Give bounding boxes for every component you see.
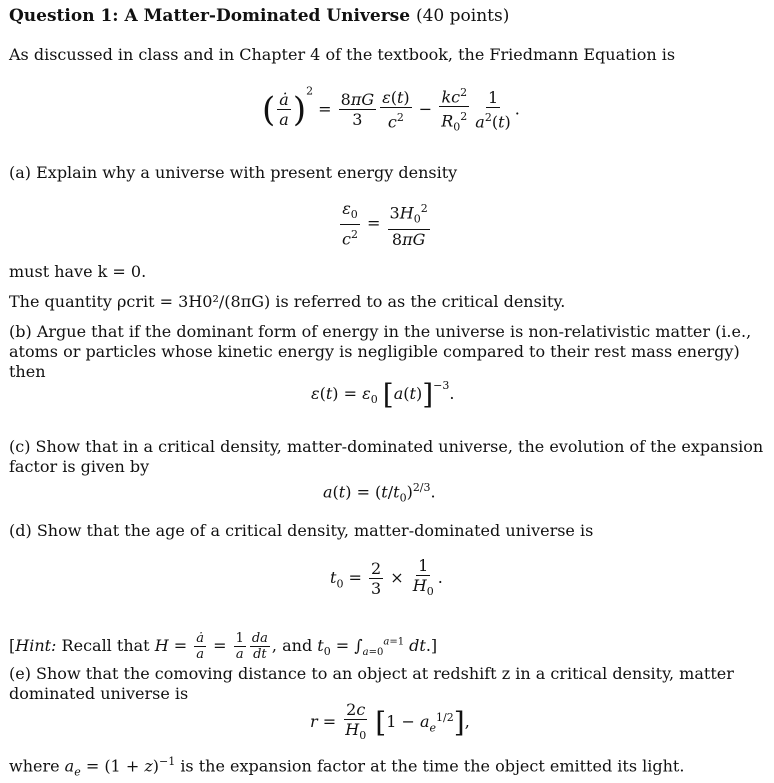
hint-text: Recall that: [61, 636, 150, 655]
matter-density-equation: $\varepsilon(t) = \varepsilon_0$ $[a(t)]^{-3}$.: [311, 378, 455, 411]
part-e-where: where $a_e = (1 + z)^{-1}$ is the expansion factor at the time the object emitted its light.: [9, 755, 685, 779]
age-equation: $t_0$ = $\frac{2}{3}$ × $\frac{1}{H_0}$ .: [330, 556, 443, 599]
question-title: [9, 6, 509, 26]
part-e-text: (e) Show that the comoving distance to an object at redshift z in a critical density, matter dominated universe is: [9, 664, 734, 703]
comoving-distance-equation: r = $\frac{2c}{H_0}$ $[1 - a_e^{1/2}]$,: [310, 700, 470, 743]
friedmann-equation: ( $\frac{ȧ}{a}$ )$^2$ = $\frac{8\pi G}{3}$ $\frac{\varepsilon(t)}{c^2}$ − $\frac{kc^2}{R_0^2}$ $\frac{1}{a^2(t)}$ .: [262, 84, 520, 134]
part-a-text: (a) Explain why a universe with present energy density: [9, 163, 458, 182]
part-c-text: (c) Show that in a critical density, matter-dominated universe, the evolution of the expansion factor is given by: [9, 437, 764, 476]
hint-label: Hint:: [15, 636, 57, 655]
hint: [Hint: Recall that H = $\frac{ȧ}{a}$ = $\frac{1}{a}$ $\frac{da}{dt}$ , and $t_0 = \int_{a=0}^{a=1}$ dt.]: [9, 631, 438, 662]
question-points: (40 points): [415, 6, 510, 26]
part-b-text: (b) Argue that if the dominant form of energy in the universe is non-relativistic matter (i.e., atoms or particles whose kinetic energy is negligible compared to their rest mass energy) then: [9, 322, 752, 381]
part-e-where-text: is the expansion factor at the time the object emitted its light.: [180, 756, 685, 776]
part-d-text: (d) Show that the age of a critical density, matter-dominated universe is: [9, 521, 594, 540]
expansion-factor-equation: $a(t) = (t/t_0)^{2/3}$.: [323, 481, 436, 505]
critical-density-note: The quantity ρcrit = 3H0²/(8πG) is referred to as the critical density.: [9, 292, 566, 311]
question-title-text: Question 1: A Matter-Dominated Universe: [9, 6, 411, 26]
energy-density-equation: $\frac{\varepsilon_0}{c^2}$ = $\frac{3H_0^2}{8\pi G}$: [342, 199, 428, 249]
intro-text: As discussed in class and in Chapter 4 of the textbook, the Friedmann Equation is: [9, 45, 676, 64]
part-a-conclusion: must have k = 0.: [9, 262, 147, 281]
